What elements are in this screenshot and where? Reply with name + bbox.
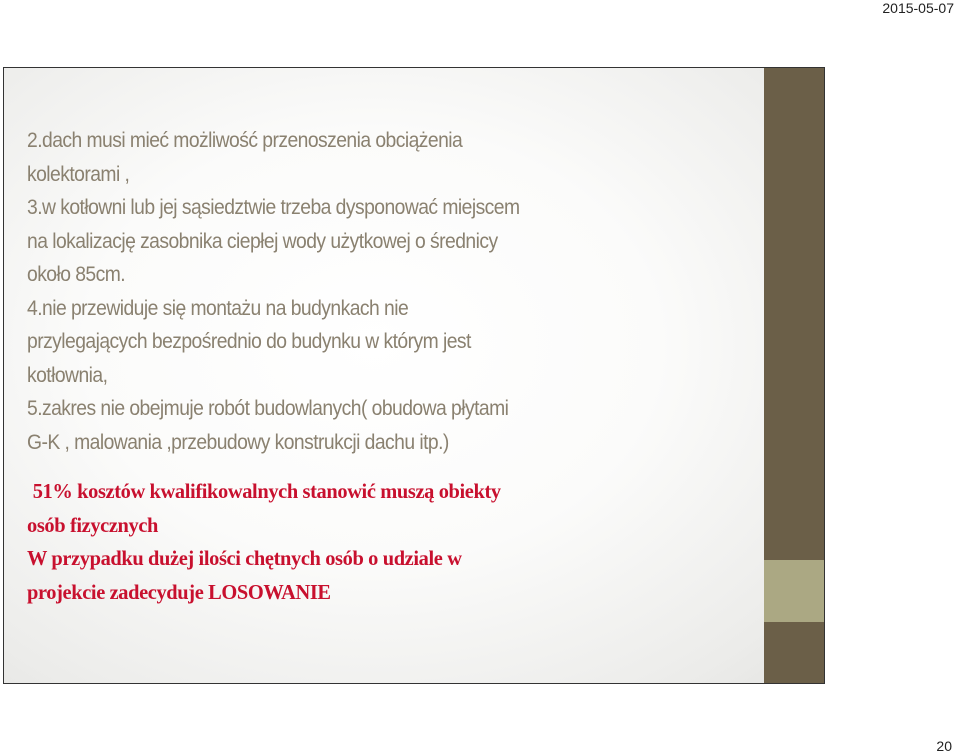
body-line: 2.dach musi mieć możliwość przenoszenia obciążenia: [27, 129, 463, 152]
body-line: G-K , malowania ,przebudowy konstrukcji dachu itp.): [27, 430, 449, 454]
body-line: 5.zakres nie obejmuje robót budowlanych( obudowa płytami: [27, 397, 509, 420]
body-line: około 85cm.: [27, 263, 126, 286]
highlight-line: projekcie zadecyduje LOSOWANIE: [27, 579, 331, 604]
body-line: 4.nie przewiduje się montażu na budynkach nie: [27, 296, 409, 320]
slide-content: [27, 124, 747, 609]
slide-side-accent: [764, 560, 824, 622]
body-line: przylegających bezpośrednio do budynku w którym jest: [27, 330, 471, 353]
highlight-line: 51% kosztów kwalifikowalnych stanowić muszą obiekty: [32, 479, 501, 503]
body-line: kotłownia,: [27, 363, 108, 387]
slide-frame: [3, 67, 825, 684]
body-line: 3.w kotłowni lub jej sąsiedztwie trzeba dysponować miejscem: [27, 196, 520, 219]
body-line: na lokalizację zasobnika ciepłej wody użytkowej o średnicy: [27, 229, 498, 253]
header-date: 2015-05-07: [882, 0, 954, 16]
highlight-line: W przypadku dużej ilości chętnych osób o udziale w: [27, 546, 462, 570]
body-line: kolektorami ,: [27, 162, 130, 186]
highlight-line: osób fizycznych: [27, 512, 159, 537]
slide-body-text: [27, 124, 754, 459]
slide-highlight-text: [27, 475, 749, 609]
page-number: 20: [936, 738, 952, 754]
